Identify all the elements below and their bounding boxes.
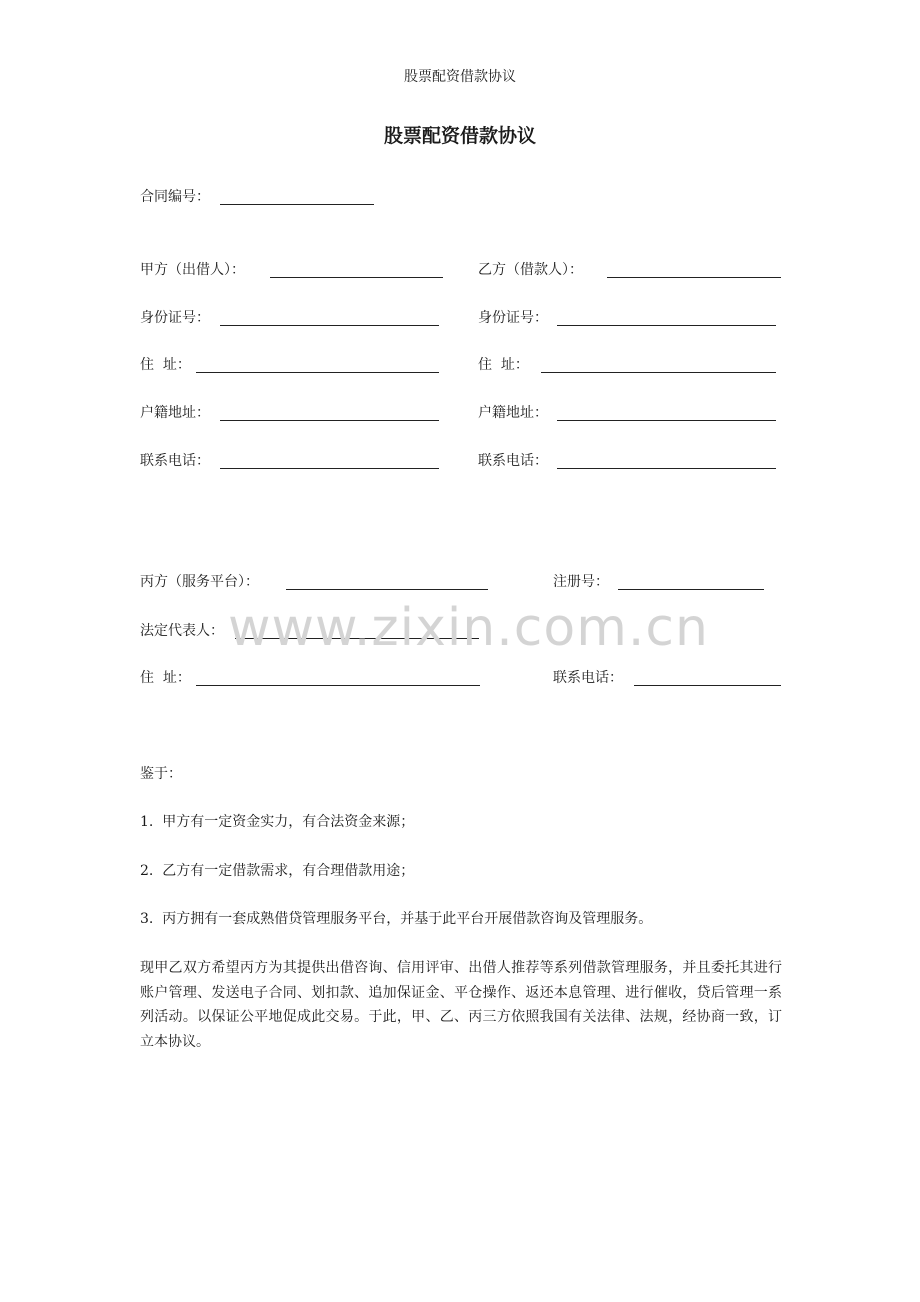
contract-no-label: 合同编号： xyxy=(140,189,210,205)
party-b-address-label: 住 址： xyxy=(478,357,529,373)
party-c-address-label: 住 址： xyxy=(140,670,191,686)
party-a-name-field[interactable] xyxy=(270,277,443,278)
party-b-id-field[interactable] xyxy=(557,325,776,326)
party-a-id-field[interactable] xyxy=(220,325,439,326)
recitals-paragraph: 现甲乙双方希望丙方为其提供出借咨询、信用评审、出借人推荐等系列借款管理服务，并且委托其进行账户管理、发送电子合同、划扣款、追加保证金、平仓操作、返还本息管理、进行催收，贷后管理一系列活动。以保证公平地促成此交易。于此，甲、乙、丙三方依照我国有关法律、法规，经协商一致，订立本协议。 xyxy=(140,960,782,1050)
party-b-phone-field[interactable] xyxy=(557,468,776,469)
party-b-address-field[interactable] xyxy=(541,372,776,373)
contract-no-field[interactable] xyxy=(220,204,374,205)
recital-item-2: 2. 乙方有一定借款需求，有合理借款用途； xyxy=(140,863,415,879)
party-a-id-label: 身份证号： xyxy=(140,310,210,326)
party-a-phone-field[interactable] xyxy=(220,468,439,469)
party-c-reg-label: 注册号： xyxy=(553,574,609,590)
party-a-name-label: 甲方（出借人）： xyxy=(140,262,245,278)
party-b-id-label: 身份证号： xyxy=(478,310,548,326)
recital-item-1: 1. 甲方有一定资金实力，有合法资金来源； xyxy=(140,814,415,830)
party-c-reg-field[interactable] xyxy=(618,589,764,590)
party-a-address-field[interactable] xyxy=(196,372,439,373)
running-header: 股票配资借款协议 xyxy=(404,69,516,85)
party-a-household-label: 户籍地址： xyxy=(140,405,210,421)
document-title: 股票配资借款协议 xyxy=(383,125,536,147)
party-b-household-field[interactable] xyxy=(557,420,776,421)
recitals-heading: 鉴于： xyxy=(140,766,182,782)
party-b-name-field[interactable] xyxy=(607,277,781,278)
party-c-rep-label: 法定代表人： xyxy=(140,623,224,639)
party-c-phone-label: 联系电话： xyxy=(553,670,623,686)
party-c-name-label: 丙方（服务平台）： xyxy=(140,574,259,590)
party-a-household-field[interactable] xyxy=(220,420,439,421)
party-b-name-label: 乙方（借款人）： xyxy=(478,262,583,278)
recital-item-3: 3. 丙方拥有一套成熟借贷管理服务平台，并基于此平台开展借款咨询及管理服务。 xyxy=(140,911,653,927)
party-b-phone-label: 联系电话： xyxy=(478,453,548,469)
party-a-phone-label: 联系电话： xyxy=(140,453,210,469)
party-c-name-field[interactable] xyxy=(286,589,488,590)
party-b-household-label: 户籍地址： xyxy=(478,405,548,421)
party-c-phone-field[interactable] xyxy=(634,685,781,686)
watermark: www.zixin.com.cn xyxy=(228,598,709,658)
party-c-address-field[interactable] xyxy=(196,685,480,686)
party-a-address-label: 住 址： xyxy=(140,357,191,373)
